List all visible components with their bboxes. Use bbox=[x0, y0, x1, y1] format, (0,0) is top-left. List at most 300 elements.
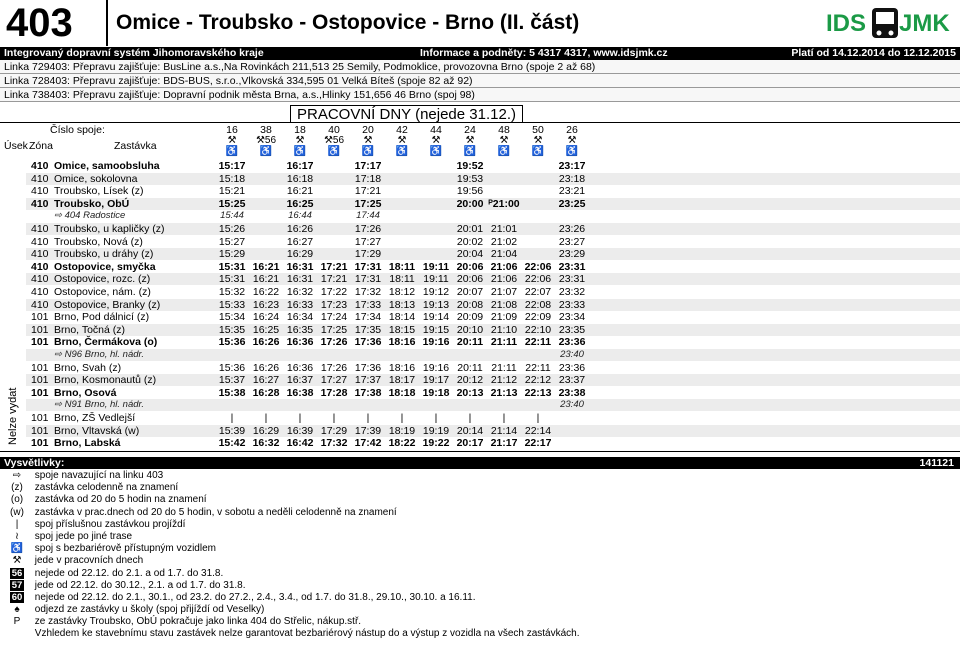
trip-flag: ⚒ bbox=[499, 135, 509, 146]
time-cell: 21:10 bbox=[490, 323, 518, 336]
time-cell: 16:32 bbox=[286, 286, 314, 298]
time-cell: 17:35 bbox=[354, 323, 382, 336]
time-cell: 16:18 bbox=[286, 172, 314, 185]
time-cell: 15:36 bbox=[218, 336, 246, 349]
stop-name: Troubsko, Lísek (z) bbox=[54, 185, 144, 198]
zone-cell: 101 bbox=[31, 323, 49, 336]
stop-name: Troubsko, ObÚ bbox=[54, 197, 130, 210]
legend-text: spoje navazující na linku 403 bbox=[32, 470, 164, 481]
time-cell: 17:42 bbox=[354, 437, 382, 450]
time-cell: 21:13 bbox=[490, 386, 518, 399]
connection-row bbox=[26, 210, 960, 222]
stop-name: ⇨ N96 Brno, hl. nádr. bbox=[54, 349, 144, 360]
stop-name: Brno, Osová bbox=[54, 386, 117, 399]
time-cell: 16:31 bbox=[286, 273, 314, 286]
trip-number: 38 bbox=[260, 124, 272, 136]
time-cell: | bbox=[400, 412, 404, 424]
table-row bbox=[26, 412, 960, 424]
time-cell: 23:36 bbox=[558, 336, 586, 349]
side-label: Nelze vydat bbox=[7, 387, 19, 445]
stop-name: Ostopovice, rozc. (z) bbox=[54, 273, 151, 286]
time-cell: 15:37 bbox=[218, 374, 246, 387]
carrier-line: Linka 728403: Přepravu zajišťuje: BDS-BUS, s.r.o.,Vlkovská 334,595 01 Velká Bíteš (spoje 82 až 92) bbox=[0, 74, 960, 88]
time-cell: 19:17 bbox=[422, 374, 450, 387]
trip-number: 40 bbox=[328, 124, 340, 136]
legend-item bbox=[6, 531, 580, 543]
time-cell: 18:16 bbox=[388, 336, 416, 349]
time-cell: 17:38 bbox=[354, 386, 382, 399]
time-cell: 20:14 bbox=[456, 424, 484, 437]
time-cell: ᴾ21:00 bbox=[488, 197, 520, 210]
table-row bbox=[26, 248, 960, 260]
time-cell: 16:23 bbox=[252, 298, 280, 311]
time-cell: 19:12 bbox=[422, 286, 450, 298]
table-row bbox=[26, 261, 960, 273]
legend-item bbox=[6, 470, 580, 482]
time-cell: 16:21 bbox=[286, 185, 314, 198]
legend-symbol: (w) bbox=[10, 506, 24, 518]
legend-item bbox=[6, 592, 580, 604]
legend-symbol: ≀ bbox=[15, 530, 19, 542]
time-cell: 21:01 bbox=[490, 223, 518, 235]
notes-code: 141121 bbox=[919, 457, 954, 469]
time-cell: 17:32 bbox=[320, 437, 348, 450]
stop-name: Brno, Labská bbox=[54, 437, 121, 450]
time-cell: 22:08 bbox=[524, 298, 552, 311]
legend-box: 60 bbox=[11, 591, 23, 603]
legend-item bbox=[6, 628, 580, 640]
time-cell: 17:23 bbox=[320, 298, 348, 311]
trip-number-label: Číslo spoje: bbox=[50, 124, 105, 136]
time-cell: 20:11 bbox=[456, 336, 484, 349]
time-cell: 16:36 bbox=[286, 361, 314, 374]
time-cell: 22:12 bbox=[524, 374, 552, 387]
zone-cell: 101 bbox=[31, 374, 49, 387]
table-row bbox=[26, 185, 960, 197]
time-cell: 18:16 bbox=[388, 361, 416, 374]
time-cell: | bbox=[264, 412, 268, 424]
time-cell: | bbox=[298, 412, 302, 424]
time-cell: 15:21 bbox=[218, 185, 246, 198]
time-cell: 23:32 bbox=[558, 286, 586, 298]
trip-flag: ⚒56 bbox=[255, 135, 277, 146]
time-cell: 18:18 bbox=[388, 386, 416, 399]
time-cell: 18:13 bbox=[388, 298, 416, 311]
table-row bbox=[26, 173, 960, 185]
table-row bbox=[26, 160, 960, 172]
zone-cell: 410 bbox=[31, 260, 49, 273]
stop-name: Brno, ZŠ Vedlejší bbox=[54, 412, 136, 424]
time-cell: 17:34 bbox=[354, 311, 382, 324]
legend-symbol: | bbox=[15, 518, 19, 530]
time-cell: 15:26 bbox=[218, 223, 246, 235]
time-cell: 20:04 bbox=[456, 248, 484, 261]
wheelchair-icon: ♿ bbox=[531, 146, 545, 157]
time-cell: | bbox=[230, 412, 234, 424]
time-cell: 17:28 bbox=[320, 386, 348, 399]
wheelchair-icon: ♿ bbox=[225, 146, 239, 157]
zone-cell: 410 bbox=[31, 160, 49, 172]
time-cell: 19:11 bbox=[422, 260, 450, 273]
time-cell: 20:12 bbox=[456, 374, 484, 387]
legend-item bbox=[6, 604, 580, 616]
trip-number: 26 bbox=[566, 124, 578, 136]
time-cell: 15:35 bbox=[218, 323, 246, 336]
time-cell: 20:09 bbox=[456, 311, 484, 324]
legend-text: spoj jede po jiné trase bbox=[32, 530, 133, 542]
time-cell: 20:11 bbox=[457, 361, 483, 374]
wheelchair-icon: ♿ bbox=[565, 146, 579, 157]
table-row bbox=[26, 387, 960, 399]
legend-text: spoj příslušnou zastávkou projíždí bbox=[32, 518, 186, 530]
time-cell: 23:21 bbox=[558, 185, 586, 198]
time-cell: 17:21 bbox=[354, 185, 382, 198]
stop-name: Brno, Kosmonautů (z) bbox=[54, 374, 157, 387]
zone-cell: 410 bbox=[31, 248, 49, 261]
stop-name: Ostopovice, Branky (z) bbox=[54, 298, 161, 311]
stop-name: Troubsko, u dráhy (z) bbox=[54, 248, 154, 261]
time-cell: 21:09 bbox=[490, 311, 518, 324]
time-cell: | bbox=[366, 412, 370, 424]
time-cell: 20:06 bbox=[456, 273, 484, 286]
zone-cell: 410 bbox=[31, 235, 49, 248]
time-cell: 17:36 bbox=[354, 361, 382, 374]
time-cell: 16:17 bbox=[286, 160, 314, 172]
carriers-list bbox=[0, 60, 960, 102]
time-cell: 15:27 bbox=[218, 235, 246, 248]
usek-label: Úsek bbox=[4, 140, 28, 152]
time-cell: 17:26 bbox=[320, 336, 348, 349]
time-cell: 15:36 bbox=[218, 361, 246, 374]
stop-name: Ostopovice, smyčka bbox=[54, 260, 156, 273]
time-cell: 15:25 bbox=[218, 197, 246, 210]
time-cell: 15:31 bbox=[218, 273, 246, 286]
time-cell: 23:34 bbox=[558, 311, 586, 324]
time-cell: 19:53 bbox=[456, 172, 484, 185]
zone-cell: 410 bbox=[31, 286, 49, 298]
time-cell: 17:36 bbox=[354, 336, 382, 349]
legend-symbol: ⚒ bbox=[12, 555, 22, 567]
time-cell: 16:26 bbox=[286, 223, 314, 235]
timetable-grid bbox=[0, 122, 960, 452]
time-cell: 18:11 bbox=[388, 260, 416, 273]
time-cell: 16:42 bbox=[286, 437, 314, 450]
time-cell: 16:26 bbox=[252, 361, 280, 374]
time-cell: 17:26 bbox=[354, 223, 382, 235]
legend-item bbox=[6, 543, 580, 555]
time-cell: 17:27 bbox=[320, 374, 348, 387]
time-cell: 23:25 bbox=[558, 197, 586, 210]
legend-symbol bbox=[6, 592, 28, 604]
time-cell: 19:19 bbox=[422, 424, 450, 437]
legend-symbol bbox=[6, 568, 28, 580]
time-cell: 17:44 bbox=[356, 210, 380, 222]
stop-name: ⇨ 404 Radostice bbox=[54, 210, 126, 222]
stop-name: Brno, Vltavská (w) bbox=[54, 424, 140, 437]
time-cell: 22:11 bbox=[525, 361, 551, 374]
validity: Platí od 14.12.2014 do 12.12.2015 bbox=[791, 47, 956, 59]
time-cell: 22:14 bbox=[524, 424, 552, 437]
time-cell: 18:15 bbox=[388, 323, 416, 336]
time-cell: 15:33 bbox=[218, 298, 246, 311]
day-type-heading: PRACOVNÍ DNY (nejede 31.12.) bbox=[290, 105, 523, 123]
time-cell: 20:17 bbox=[456, 437, 484, 450]
time-cell: 16:29 bbox=[252, 424, 280, 437]
time-cell: 22:17 bbox=[524, 437, 552, 450]
legend-symbol: (z) bbox=[11, 482, 23, 494]
time-cell: 21:07 bbox=[490, 286, 518, 298]
zone-cell: 101 bbox=[31, 361, 49, 374]
trip-flag: ⚒ bbox=[227, 135, 237, 146]
time-cell: 20:10 bbox=[456, 323, 484, 336]
time-cell: | bbox=[468, 412, 472, 424]
notes-bar bbox=[0, 457, 960, 469]
time-cell: 16:21 bbox=[252, 260, 280, 273]
time-cell: 15:18 bbox=[218, 172, 246, 185]
time-cell: 16:25 bbox=[252, 323, 280, 336]
stop-name: Omice, samoobsluha bbox=[54, 160, 160, 172]
legend-text: jede v pracovních dnech bbox=[32, 555, 144, 567]
time-cell: 18:19 bbox=[388, 424, 416, 437]
time-cell: 19:16 bbox=[422, 361, 450, 374]
time-cell: 23:40 bbox=[560, 399, 584, 411]
table-row bbox=[26, 273, 960, 285]
info-center: Informace a podněty: 5 4317 4317, www.idsjmk.cz bbox=[420, 47, 668, 59]
stop-name: Troubsko, Nová (z) bbox=[54, 235, 143, 248]
legend-box: 56 bbox=[11, 567, 23, 579]
time-cell: 19:18 bbox=[422, 386, 450, 399]
time-cell: 21:11 bbox=[490, 336, 518, 349]
legend bbox=[6, 470, 580, 641]
time-cell: 17:18 bbox=[354, 172, 382, 185]
table-row bbox=[26, 299, 960, 311]
legend-symbol: ♠ bbox=[14, 604, 20, 616]
legend-symbol bbox=[6, 580, 28, 592]
stop-name: Brno, Točná (z) bbox=[54, 323, 126, 336]
logo-text-jmk: JMK bbox=[899, 10, 950, 37]
ids-jmk-logo bbox=[824, 4, 950, 42]
legend-text: odjezd ze zastávky u školy (spoj přijíždí od Veselky) bbox=[32, 604, 265, 616]
time-cell: 19:56 bbox=[456, 185, 484, 198]
time-cell: 19:16 bbox=[422, 336, 450, 349]
time-cell: | bbox=[332, 412, 336, 424]
legend-item bbox=[6, 568, 580, 580]
table-row bbox=[26, 374, 960, 386]
trip-number: 16 bbox=[226, 124, 238, 136]
time-cell: 17:29 bbox=[320, 424, 348, 437]
time-cell: 22:11 bbox=[524, 336, 552, 349]
zone-cell: 410 bbox=[31, 298, 49, 311]
time-cell: 19:22 bbox=[422, 437, 450, 450]
time-cell: 17:31 bbox=[354, 273, 382, 286]
time-cell: 16:36 bbox=[286, 336, 314, 349]
time-cell: 18:14 bbox=[388, 311, 416, 324]
legend-symbol: P bbox=[13, 616, 21, 628]
wheelchair-icon: ♿ bbox=[327, 146, 341, 157]
info-bar bbox=[0, 47, 960, 60]
time-cell: 16:32 bbox=[252, 437, 280, 450]
time-cell: 20:13 bbox=[456, 386, 484, 399]
time-cell: 17:24 bbox=[320, 311, 348, 324]
stop-name: Ostopovice, nám. (z) bbox=[54, 286, 151, 298]
time-cell: 21:12 bbox=[490, 374, 518, 387]
wheelchair-icon: ♿ bbox=[361, 146, 375, 157]
connection-row bbox=[26, 349, 960, 361]
time-cell: | bbox=[434, 412, 438, 424]
zone-cell: 410 bbox=[31, 273, 49, 286]
time-cell: 23:36 bbox=[558, 361, 586, 374]
wheelchair-icon: ♿ bbox=[429, 146, 443, 157]
time-cell: 17:25 bbox=[320, 323, 348, 336]
time-cell: 17:22 bbox=[320, 286, 348, 298]
time-cell: 16:29 bbox=[286, 248, 314, 261]
time-cell: 21:06 bbox=[490, 273, 518, 286]
time-cell: 16:35 bbox=[286, 323, 314, 336]
time-cell: 22:06 bbox=[524, 260, 552, 273]
trip-flag: ⚒56 bbox=[323, 135, 345, 146]
time-cell: 15:38 bbox=[218, 386, 246, 399]
trip-flag: ⚒ bbox=[533, 135, 543, 146]
legend-item bbox=[6, 555, 580, 567]
time-cell: 16:37 bbox=[286, 374, 314, 387]
time-cell: 16:38 bbox=[286, 386, 314, 399]
table-row bbox=[26, 324, 960, 336]
time-cell: 17:25 bbox=[354, 197, 382, 210]
table-row bbox=[26, 311, 960, 323]
legend-text: zastávka celodenně na znamení bbox=[32, 482, 179, 494]
time-cell: 18:12 bbox=[388, 286, 416, 298]
time-cell: 20:02 bbox=[456, 235, 484, 248]
stop-name: ⇨ N91 Brno, hl. nádr. bbox=[54, 399, 144, 411]
time-cell: 21:02 bbox=[490, 235, 518, 248]
time-cell: 16:34 bbox=[286, 311, 314, 324]
time-cell: 16:28 bbox=[252, 386, 280, 399]
time-cell: 19:13 bbox=[422, 298, 450, 311]
time-cell: 20:07 bbox=[456, 286, 484, 298]
zastavka-label: Zastávka bbox=[114, 140, 157, 152]
time-cell: 17:17 bbox=[354, 160, 382, 172]
zone-cell: 410 bbox=[31, 197, 49, 210]
wheelchair-icon: ♿ bbox=[463, 146, 477, 157]
time-cell: 16:27 bbox=[286, 235, 314, 248]
time-cell: 19:14 bbox=[422, 311, 450, 324]
legend-text: nejede od 22.12. do 2.1., 30.1., od 23.2. do 27.2., 2.4., 3.4., od 1.7. do 31.8., 29.10., 30.10. a 16.11. bbox=[32, 591, 476, 603]
trip-number: 50 bbox=[532, 124, 544, 136]
legend-text: nejede od 22.12. do 2.1. a od 1.7. do 31.8. bbox=[32, 567, 224, 579]
legend-symbol: (o) bbox=[10, 494, 24, 506]
legend-item bbox=[6, 494, 580, 506]
zone-cell: 410 bbox=[31, 172, 49, 185]
time-cell: 16:44 bbox=[288, 210, 312, 222]
time-cell: 20:01 bbox=[456, 223, 484, 235]
info-left: Integrovaný dopravní systém Jihomoravského kraje bbox=[4, 47, 264, 59]
time-cell: 15:39 bbox=[218, 424, 246, 437]
time-cell: 17:37 bbox=[354, 374, 382, 387]
wheelchair-icon: ♿ bbox=[259, 146, 273, 157]
time-cell: 21:08 bbox=[490, 298, 518, 311]
time-cell: 17:21 bbox=[320, 260, 348, 273]
time-cell: 21:17 bbox=[490, 437, 518, 450]
logo-text-ids: IDS bbox=[826, 10, 867, 37]
time-cell: 19:11 bbox=[423, 273, 449, 286]
stop-name: Troubsko, u kapličky (z) bbox=[54, 223, 165, 235]
time-cell: 22:06 bbox=[524, 273, 552, 286]
zone-cell: 101 bbox=[31, 336, 49, 349]
legend-text: zastávka v prac.dnech od 20 do 5 hodin, v sobotu a neděli celodenně na znamení bbox=[32, 506, 397, 518]
legend-item bbox=[6, 519, 580, 531]
time-cell: 16:22 bbox=[252, 286, 280, 298]
time-cell: 17:26 bbox=[320, 361, 348, 374]
time-cell: 17:21 bbox=[320, 273, 348, 286]
trip-number: 48 bbox=[498, 124, 510, 136]
table-row bbox=[26, 362, 960, 374]
time-cell: 23:33 bbox=[558, 298, 586, 311]
time-cell: 22:07 bbox=[524, 286, 552, 298]
legend-symbol: ♿ bbox=[10, 543, 24, 555]
trip-flag: ⚒ bbox=[567, 135, 577, 146]
zone-cell: 410 bbox=[31, 185, 49, 198]
legend-item bbox=[6, 580, 580, 592]
time-cell: | bbox=[502, 412, 506, 424]
time-cell: 17:39 bbox=[354, 424, 382, 437]
trip-flag: ⚒ bbox=[397, 135, 407, 146]
time-cell: 23:18 bbox=[558, 172, 586, 185]
time-cell: 15:32 bbox=[218, 286, 246, 298]
time-cell: 22:09 bbox=[524, 311, 552, 324]
wheelchair-icon: ♿ bbox=[293, 146, 307, 157]
trip-number: 18 bbox=[294, 124, 306, 136]
trip-number: 20 bbox=[362, 124, 374, 136]
time-cell: 17:29 bbox=[354, 248, 382, 261]
time-cell: 16:39 bbox=[286, 424, 314, 437]
time-cell: 23:40 bbox=[560, 349, 584, 360]
legend-text: spoj s bezbariérově přístupným vozidlem bbox=[32, 543, 216, 555]
time-cell: 16:26 bbox=[252, 336, 280, 349]
legend-text: jede od 22.12. do 30.12., 2.1. a od 1.7. do 31.8. bbox=[32, 579, 246, 591]
legend-item bbox=[6, 616, 580, 628]
stop-name: Brno, Pod dálnicí (z) bbox=[54, 311, 150, 324]
stop-name: Brno, Svah (z) bbox=[54, 361, 122, 374]
time-cell: 23:31 bbox=[558, 260, 586, 273]
table-row bbox=[26, 198, 960, 210]
time-cell: 15:42 bbox=[218, 437, 246, 450]
legend-text: zastávka od 20 do 5 hodin na znamení bbox=[32, 494, 207, 506]
legend-text: Vzhledem ke stavebnímu stavu zastávek nelze garantovat bezbariérový nástup do a výstup z vozidla na všech zastávkách. bbox=[32, 628, 580, 640]
zone-cell: 101 bbox=[31, 437, 49, 450]
time-cell: 16:33 bbox=[286, 298, 314, 311]
time-cell: 22:10 bbox=[524, 323, 552, 336]
zone-cell: 101 bbox=[31, 386, 49, 399]
carrier-line: Linka 738403: Přepravu zajišťuje: Dopravní podnik města Brna, a.s.,Hlinky 151,656 46 Brno (spoj 98) bbox=[0, 88, 960, 102]
time-cell: 17:32 bbox=[354, 286, 382, 298]
time-cell: 23:17 bbox=[558, 160, 586, 172]
line-number: 403 bbox=[0, 0, 108, 46]
legend-box: 57 bbox=[11, 579, 23, 591]
time-cell: 23:27 bbox=[558, 235, 586, 248]
wheelchair-icon: ♿ bbox=[497, 146, 511, 157]
wheelchair-icon: ♿ bbox=[395, 146, 409, 157]
stop-name: Brno, Čermákova (o) bbox=[54, 336, 158, 349]
time-cell: 15:17 bbox=[218, 160, 246, 172]
time-cell: 20:06 bbox=[456, 260, 484, 273]
time-cell: 15:31 bbox=[218, 260, 246, 273]
zone-cell: 101 bbox=[31, 412, 49, 424]
side-stripe bbox=[0, 159, 26, 453]
trip-flag: ⚒ bbox=[465, 135, 475, 146]
time-cell: 23:35 bbox=[558, 323, 586, 336]
time-cell: 16:27 bbox=[252, 374, 280, 387]
carrier-line: Linka 729403: Přepravu zajišťuje: BusLine a.s.,Na Rovinkách 211,513 25 Semily, Podmoklice, provozovna Brno (spoje 2 až 68) bbox=[0, 60, 960, 74]
